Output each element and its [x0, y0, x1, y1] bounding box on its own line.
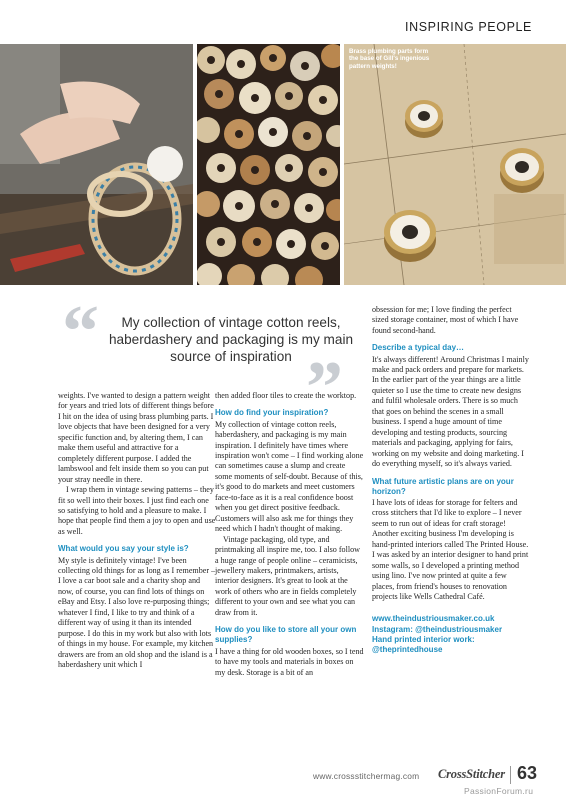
- question-heading: What would you say your style is?: [58, 544, 189, 554]
- interior-work-label: Hand printed interior work:: [372, 635, 475, 645]
- open-quote-mark: “: [62, 291, 99, 373]
- article-column-3: [372, 305, 530, 656]
- contact-links: [372, 614, 530, 655]
- cotton-reels-illustration: [197, 44, 340, 285]
- instagram-link[interactable]: Instagram: @theindustriousmaker: [372, 624, 503, 634]
- page-number: 63: [517, 763, 538, 783]
- interior-instagram-link[interactable]: @theprintedhouse: [372, 645, 443, 655]
- page-footer: [0, 764, 566, 788]
- paragraph: It's always different! Around Christmas I mainly make and pack orders and prepare for markets. In the earlier part of the year things are a little quieter so I use the time to create new designs and fulfil wholesale orders. There is so much that goes on behind the scenes in a small business. I spend a huge amount of time developing and testing products, sourcing materials and packaging, applying for fairs, working on my website and doing marketing. I do everything myself, so it's always varied.: [372, 354, 529, 469]
- article-column-2: [215, 391, 364, 678]
- paragraph: I have a thing for old wooden boxes, so I tend to have my tools and materials in boxes on my desk. Storage is a bit of an: [215, 646, 364, 677]
- close-quote-mark: ”: [306, 347, 343, 429]
- photo-caption: Brass plumbing parts form the base of Gill's ingenious pattern weights!: [349, 48, 430, 70]
- hoops-illustration: [0, 44, 193, 285]
- article-column-1: [58, 391, 216, 671]
- section-header: INSPIRING PEOPLE: [405, 20, 532, 34]
- footer-divider: [510, 766, 511, 784]
- paragraph: My style is definitely vintage! I've been collecting old things for as long as I remember – I love a car boot sale and a charity shop and now, of course, you can find lots of things on eBay and Etsy. I also love re-purposing things; whatever I find, I like to try and think of a different way of using it than its intended purpose. I do this in my work but also with lots of things in my house. For example, my kitchen drawers are from an old shop and the island is a haberdashery unit which I: [58, 555, 216, 670]
- pull-quote-text: My collection of vintage cotton reels, haberdashery and packaging is my main source of inspiration: [108, 315, 354, 364]
- photo-hoops-hands: [0, 44, 193, 285]
- photo-cotton-reels: [197, 44, 340, 285]
- paragraph: My collection of vintage cotton reels, haberdashery, and packaging is my main inspiration. I definitely have times where inspiration won't come – I find working alone can sometimes cause a slump and create some moments of self-doubt. Because of this, it's good to do markets and meet customers face-to-face as it is a real confidence boost when you get direct positive feedback. Customers will also ask me for things they need which I hadn't thought of making.: [215, 419, 364, 534]
- question-heading: Describe a typical day…: [372, 343, 465, 353]
- question-heading: How do you like to store all your own supplies?: [215, 625, 357, 645]
- magazine-logo: CrossStitcher: [438, 767, 505, 781]
- pattern-weights-illustration: [344, 44, 566, 285]
- paragraph: I have lots of ideas for storage for felters and cross stitchers that I'd like to explore – I never seem to run out of ideas for craft storage! Another exciting business I'm developing is hand-printed interiors called The Printed House. I was asked by an interior designer to hand print some walls, so I developed a printing method using lino. I've now printed at quite a few places, from friend's houses to renovation projects like Wells Cathedral Café.: [372, 497, 529, 602]
- paragraph: I wrap them in vintage sewing patterns – they fit so well into their boxes. I just find each one so satisfying to hold and a pleasure to make. I hope that people find them a joy to open and use as well.: [58, 485, 216, 536]
- paragraph: obsession for me; I love finding the perfect sized storage container, most of which I have found second-hand.: [372, 305, 519, 335]
- photo-pattern-weights: [344, 44, 566, 285]
- question-heading: What future artistic plans are on your horizon?: [372, 476, 514, 496]
- paragraph: Vintage packaging, old type, and printmaking all inspire me, too. I also follow a huge range of people online – ceramicists, jewellery makers, printmakers, artists, interior designers. It's great to look at the work of others who are in fields completely different to your own and see what you can draw from it.: [215, 534, 360, 617]
- paragraph: then added floor tiles to create the worktop.: [215, 391, 357, 400]
- paragraph: weights. I've wanted to design a pattern weight for years and tried lots of different things before I hit on the idea of using brass plumbing parts. I love objects that have been designed for a very specific function and, by altering them, I can make them useful and attractive for a completely different purpose. I added the lambswool and felt inside them so you can put your stray needle in there.: [58, 391, 214, 484]
- watermark: PassionForum.ru: [464, 786, 534, 796]
- magazine-url[interactable]: www.crossstitchermag.com: [313, 771, 420, 781]
- question-heading: How do find your inspiration?: [215, 408, 329, 418]
- website-link[interactable]: www.theindustriousmaker.co.uk: [372, 614, 495, 624]
